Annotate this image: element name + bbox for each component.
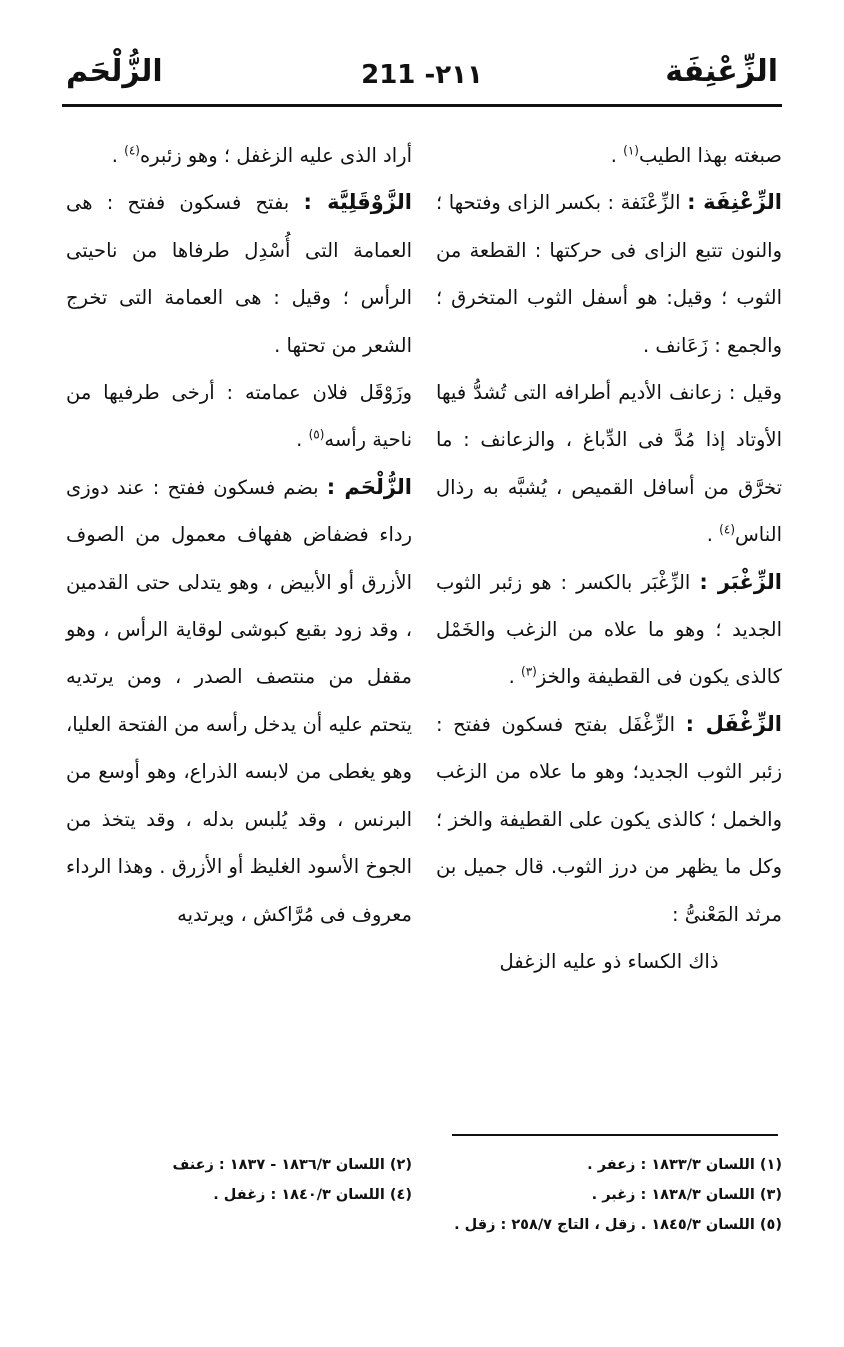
entry-paragraph xyxy=(436,369,782,559)
entry-text: وزَوْقَل فلان عمامته : أرخى طرفيها من ناحية رأسه xyxy=(66,381,412,452)
footnote-ref: (٤) xyxy=(719,522,735,537)
entry-text: الزِّغْفَل بفتح فسكون ففتح : زئبر الثوب الجديد؛ وهو ما علاه من الزغب والخمل ؛ كالذى يكون على القطيفة والخز ؛ وكل ما يظهر من درز الثوب. قال جميل بن مرثد المَعْنىُّ : xyxy=(436,712,782,926)
entry-paragraph xyxy=(66,464,412,938)
entry-paragraph xyxy=(436,559,782,701)
entry-text: صبغته بهذا الطيب xyxy=(638,144,782,167)
entry-text: الزِّغْبَر بالكسر : هو زئبر الثوب الجديد ؛ وهو ما علاه من الزغب والخَمْل كالذى يكون فى القطيفة والخز xyxy=(436,570,782,689)
verse-line: ذاك الكساء ذو عليه الزغفل xyxy=(499,949,719,973)
headword: الزِّغْفَل : xyxy=(685,711,783,736)
entry-paragraph xyxy=(66,369,412,464)
entry-paragraph xyxy=(66,179,412,369)
entry-paragraph xyxy=(436,179,782,369)
footnote: (١) اللسان ١٨٣٣/٣ : زعفر . xyxy=(587,1157,782,1173)
punctuation: . xyxy=(111,144,118,167)
entry-paragraph xyxy=(66,132,412,179)
footnote-ref: (٥) xyxy=(308,427,325,442)
headword: الزِّعْنِفَة : xyxy=(687,190,783,215)
punctuation: . xyxy=(610,144,617,167)
footnote: (٤) اللسان ١٨٤٠/٣ : زغفل . xyxy=(213,1187,412,1203)
punctuation: . xyxy=(508,665,515,689)
left-column xyxy=(66,132,412,938)
header-first-entry: الزِّعْنِفَة xyxy=(665,54,778,89)
footnote: (٢) اللسان ١٨٣٦/٣ - ١٨٣٧ : زعنف xyxy=(172,1157,412,1173)
header-rule xyxy=(62,104,782,107)
footnote: (٥) اللسان ١٨٤٥/٣ . زقل ، التاج ٢٥٨/٧ : زقل . xyxy=(454,1217,782,1233)
footnote-rule xyxy=(452,1134,778,1136)
punctuation: . xyxy=(706,523,713,547)
entry-text: بضم فسكون ففتح : عند دوزى رداء فضفاض هفهاف معمول من الصوف الأزرق أو الأبيض ، وهو يتدلى حتى القدمين ، وقد زود بقبع كبوشى لوقاية الرأس ، وهو مقفل من منتصف الصدر ، ومن يرتديه يتحتم عليه أن يدخل رأسه من الفتحة العليا، وهو يغطى من لابسه الذراع، وهو أوسع من البرنس ، وقد يُلبس بدله ، وقد يتخذ من الجوخ الأسود الغليظ أو الأزرق . وهذا الرداء معروف فى مُرَّاكش ، ويرتديه xyxy=(66,475,412,926)
entry-text: وقيل : زعانف الأديم أطرافه التى تُشدُّ فيها الأوتاد إذا مُدَّ فى الدِّباغ ، والزعانف : ما تخرَّق من أسافل القميص ، يُشبَّه به رذال الناس xyxy=(436,381,782,547)
footnote: (٣) اللسان ١٨٣٨/٣ : زغبر . xyxy=(591,1187,782,1203)
headword: الزُّلْحَم : xyxy=(326,474,413,499)
page-number: 211 -٢١١ xyxy=(361,60,483,90)
punctuation: . xyxy=(296,428,303,452)
footnotes-right xyxy=(436,1150,782,1240)
footnote-ref: (١) xyxy=(623,143,639,158)
entry-paragraph xyxy=(436,132,782,179)
entry-text: الزِّعْنَفة : بكسر الزاى وفتحها ؛ والنون تتبع الزاى فى حركتها : القطعة من الثوب ؛ وقيل: هو أسفل الثوب المتخرق ؛ والجمع : زَعَانف . xyxy=(436,191,782,357)
footnotes-left xyxy=(66,1150,412,1210)
entry-text: أراد الذى عليه الزغفل ؛ وهو زئبره xyxy=(139,144,412,167)
footnote-ref: (٣) xyxy=(521,664,537,679)
right-column xyxy=(436,132,782,985)
entry-paragraph xyxy=(436,701,782,938)
headword: الزَّوْقَلِيَّة : xyxy=(303,190,413,215)
headword: الزِّغْبَر : xyxy=(699,569,782,594)
entry-text: بفتح فسكون ففتح : هى العمامة التى أُسْدِل طرفاها من ناحيتى الرأس ؛ وقيل : هى العمامة التى تخرج الشعر من تحتها . xyxy=(66,191,412,357)
footnote-ref: (٤) xyxy=(124,143,140,158)
header-last-entry: الزُّلْحَم xyxy=(66,54,163,89)
